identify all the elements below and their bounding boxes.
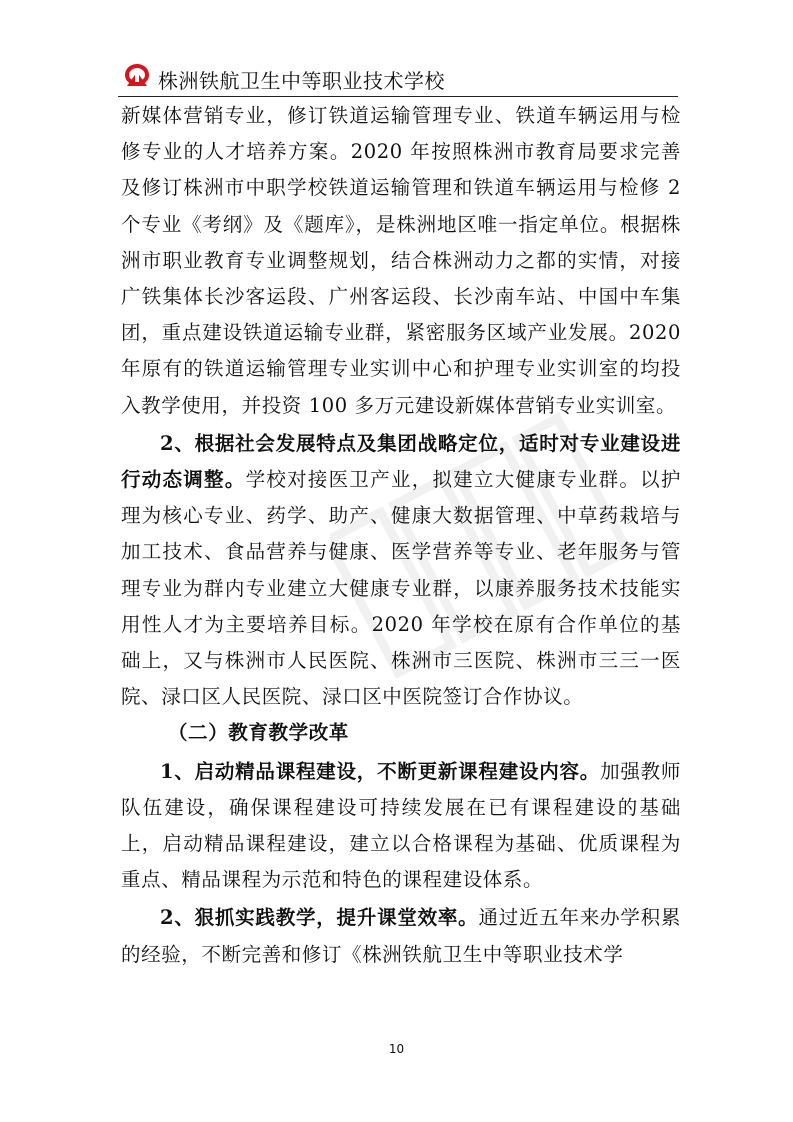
paragraph-specialty-revision: 新媒体营销专业，修订铁道运输管理专业、铁道车辆运用与检修专业的人才培养方案。2020 年按照株洲市教育局要求完善及修订株洲市中职学校铁道运输管理和铁道车辆运用与检修 2 个专业《考纲》及《题库》，是株洲地区唯一指定单位。根据株洲市职业教育专业调整规划，结合株洲动力之都的实情，对接广铁集体长沙客运段、广州客运段、长沙南车站、中国中车集团，重点建设铁道运输专业群，紧密服务区域产业发展。2020 年原有的铁道运输管理专业实训中心和护理专业实训室的均投入教学使用，并投资 100 多万元建设新媒体营销专业实训室。 [121, 104, 681, 417]
paragraph-body-text: 学校对接医卫产业，拟建立大健康专业群。以护理为核心专业、药学、助产、健康大数据管理、中草药栽培与加工技术、食品营养与健康、医学营养等专业、老年服务与管理专业为群内专业建立大健康专业群，以康养服务技术技能实用性人才为主要培养目标。2020 年学校在原有合作单位的基础上，又与株洲市人民医院、株洲市三医院、株洲市三三一医院、渌口区人民医院、渌口区中医院签订合作协议。 [121, 468, 681, 709]
paragraph-lead-bold: 2、根据社会发展特点及集团战略定位，适时对专业建设进行动态调整。 [121, 431, 681, 492]
paragraph-body-text: 通过近五年来办学积累的经验，不断完善和修订《株洲铁航卫生中等职业技术学 [121, 906, 681, 966]
page-header [118, 62, 678, 97]
document-body [121, 98, 681, 973]
paragraph-dynamic-adjustment [121, 426, 681, 716]
school-logo-icon [122, 62, 152, 88]
section-heading: （二）教育教学改革 [168, 721, 349, 745]
paragraph-body-text: 加强教师队伍建设，确保课程建设可持续发展在已有课程建设的基础上，启动精品课程建设，建立以合格课程为基础、优质课程为重点、精品课程为示范和特色的课程建设体系。 [121, 759, 681, 892]
paragraph-lead-bold: 1、启动精品课程建设，不断更新课程建设内容。 [160, 759, 601, 783]
school-name: 株洲铁航卫生中等职业技术学校 [158, 69, 445, 93]
paragraph-quality-courses [121, 754, 681, 899]
page-number: 10 [388, 1042, 405, 1056]
paragraph-practice-teaching [121, 900, 681, 972]
paragraph-lead-bold: 2、狠抓实践教学，提升课堂效率。 [160, 906, 479, 930]
